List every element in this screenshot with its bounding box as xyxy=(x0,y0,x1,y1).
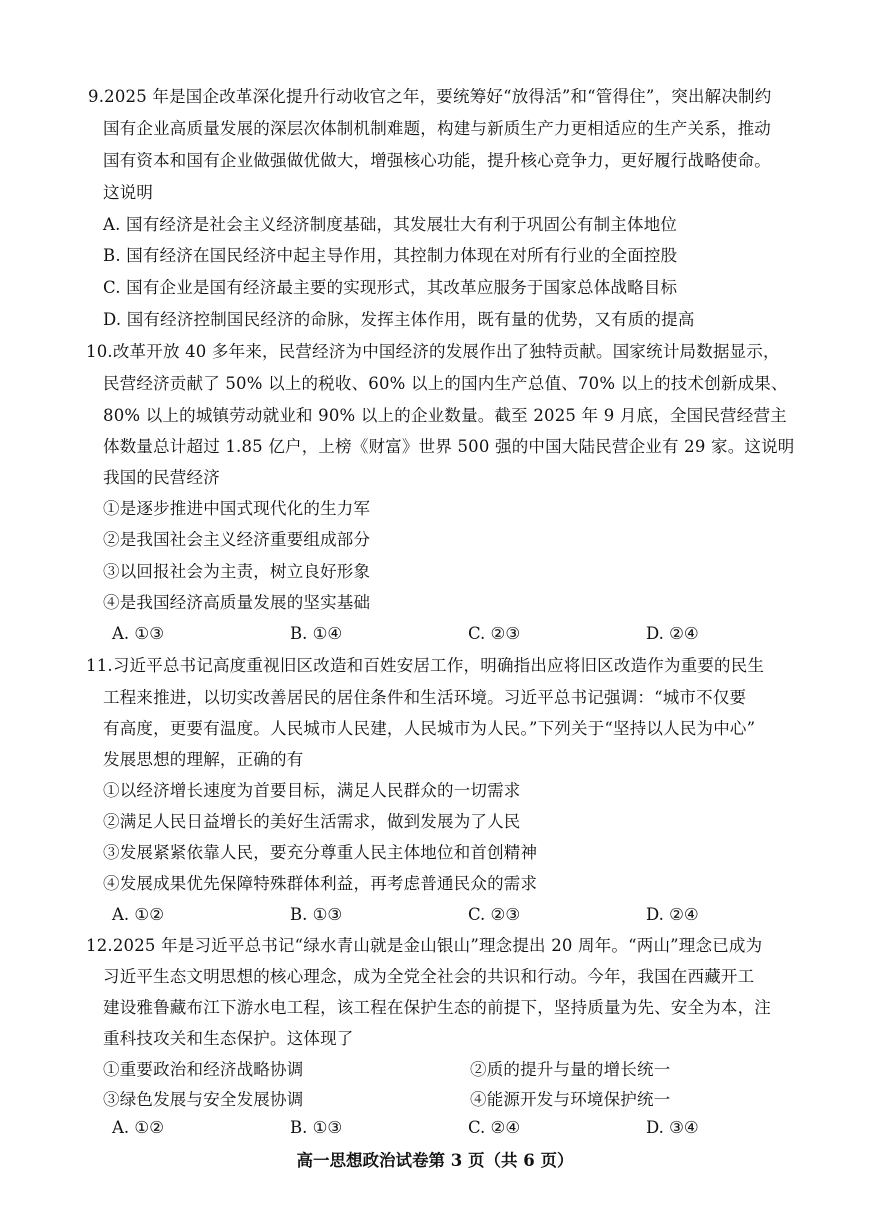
q12-item-2: ②质的提升与量的增长统一 xyxy=(470,1060,671,1079)
q12-item-1: ①重要政治和经济战略协调 xyxy=(103,1060,304,1079)
q9-stem-line-3: 国有资本和国有企业做强做优做大，增强核心功能，提升核心竞争力，更好履行战略使命。 xyxy=(103,151,771,170)
q12-stem-line-3: 建设雅鲁藏布江下游水电工程，该工程在保护生态的前提下，坚持质量为先、安全为本，注 xyxy=(103,998,771,1017)
q12-choice-a: A. ①② xyxy=(112,1118,164,1137)
q10-choice-b: B. ①④ xyxy=(290,624,343,643)
q9-stem-line-1: 9.2025 年是国企改革深化提升行动收官之年，要统筹好“放得活”和“管得住”，突出解决制约 xyxy=(88,87,772,106)
q11-item-4: ④发展成果优先保障特殊群体利益，再考虑普通民众的需求 xyxy=(103,874,538,893)
q10-stem-line-1: 10.改革开放 40 多年来，民营经济为中国经济的发展作出了独特贡献。国家统计局数据显示， xyxy=(86,342,780,361)
q11-choice-d: D. ②④ xyxy=(646,905,699,924)
q11-item-1: ①以经济增长速度为首要目标，满足人民群众的一切需求 xyxy=(103,781,521,800)
q9-stem-line-4: 这说明 xyxy=(103,183,154,202)
q11-stem-line-3: 有高度，更要有温度。人民城市人民建，人民城市为人民。”下列关于“坚持以人民为中心” xyxy=(103,719,756,738)
q9-stem-line-2: 国有企业高质量发展的深层次体制机制难题，构建与新质生产力更相适应的生产关系，推动 xyxy=(103,119,771,138)
q11-choice-b: B. ①③ xyxy=(290,905,343,924)
q11-stem-line-4: 发展思想的理解，正确的有 xyxy=(103,750,304,769)
q10-choice-c: C. ②③ xyxy=(468,624,521,643)
q12-choice-c: C. ②④ xyxy=(468,1118,521,1137)
q11-item-2: ②满足人民日益增长的美好生活需求，做到发展为了人民 xyxy=(103,812,521,831)
q12-stem-line-2: 习近平生态文明思想的核心理念，成为全党全社会的共识和行动。今年，我国在西藏开工 xyxy=(103,967,755,986)
q9-option-c: C. 国有企业是国有经济最主要的实现形式，其改革应服务于国家总体战略目标 xyxy=(103,278,678,297)
q9-option-d: D. 国有经济控制国民经济的命脉，发挥主体作用，既有量的优势，又有质的提高 xyxy=(103,310,695,329)
q10-choice-d: D. ②④ xyxy=(646,624,699,643)
q12-item-3: ③绿色发展与安全发展协调 xyxy=(103,1090,304,1109)
q12-choice-d: D. ③④ xyxy=(646,1118,699,1137)
q11-stem-line-2: 工程来推进，以切实改善居民的居住条件和生活环境。习近平总书记强调：“城市不仅要 xyxy=(103,688,747,707)
q10-choice-a: A. ①③ xyxy=(112,624,164,643)
q10-item-4: ④是我国经济高质量发展的坚实基础 xyxy=(103,593,371,612)
q10-item-2: ②是我国社会主义经济重要组成部分 xyxy=(103,530,371,549)
q12-item-4: ④能源开发与环境保护统一 xyxy=(470,1090,671,1109)
q9-option-b: B. 国有经济在国民经济中起主导作用，其控制力体现在对所有行业的全面控股 xyxy=(103,246,678,265)
q12-stem-line-1: 12.2025 年是习近平总书记“绿水青山就是金山银山”理念提出 20 周年。“两山”理念已成为 xyxy=(86,936,763,955)
q10-item-3: ③以回报社会为主责，树立良好形象 xyxy=(103,562,371,581)
q9-option-a: A. 国有经济是社会主义经济制度基础，其发展壮大有利于巩固公有制主体地位 xyxy=(103,215,678,234)
q10-item-1: ①是逐步推进中国式现代化的生力军 xyxy=(103,499,371,518)
q12-stem-line-4: 重科技攻关和生态保护。这体现了 xyxy=(103,1029,354,1048)
q11-choice-c: C. ②③ xyxy=(468,905,521,924)
q10-stem-line-5: 我国的民营经济 xyxy=(103,468,220,487)
q11-choice-a: A. ①② xyxy=(112,905,164,924)
q10-stem-line-2: 民营经济贡献了 50% 以上的税收、60% 以上的国内生产总值、70% 以上的技术创新成果、 xyxy=(103,374,788,393)
q10-stem-line-4: 体数量总计超过 1.85 亿户，上榜《财富》世界 500 强的中国大陆民营企业有 29 家。这说明 xyxy=(103,437,795,456)
page-footer: 高一思想政治试卷第 3 页（共 6 页） xyxy=(296,1151,574,1170)
q11-stem-line-1: 11.习近平总书记高度重视旧区改造和百姓安居工作，明确指出应将旧区改造作为重要的民生 xyxy=(86,656,765,675)
q11-item-3: ③发展紧紧依靠人民，要充分尊重人民主体地位和首创精神 xyxy=(103,843,538,862)
q12-choice-b: B. ①③ xyxy=(290,1118,343,1137)
q10-stem-line-3: 80% 以上的城镇劳动就业和 90% 以上的企业数量。截至 2025 年 9 月底，全国民营经营主 xyxy=(103,406,787,425)
